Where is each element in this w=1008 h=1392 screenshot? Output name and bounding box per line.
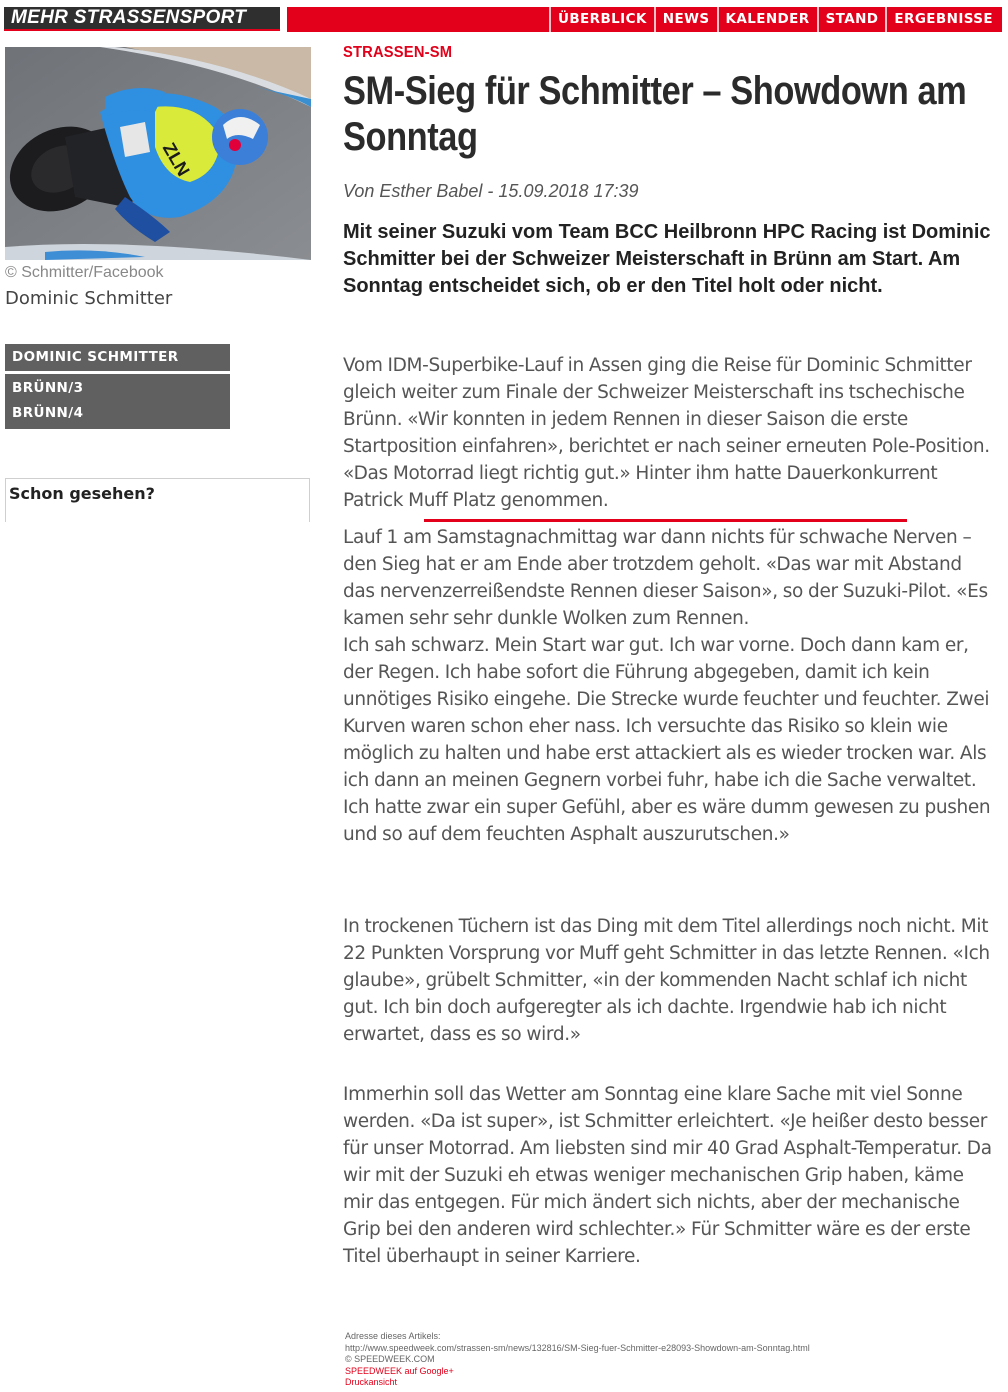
- photo-credit: © Schmitter/Facebook: [5, 264, 164, 281]
- address-label: Adresse dieses Artikels:: [345, 1331, 441, 1341]
- article-byline: Von Esther Babel - 15.09.2018 17:39: [343, 181, 639, 201]
- nav-item-ergebnisse[interactable]: ERGEBNISSE: [885, 7, 998, 32]
- main-nav: [549, 7, 998, 32]
- paragraph-text: Lauf 1 am Samstagnachmittag war dann nichts für schwache Nerven – den Sieg hat er am Ende aber trotzdem geholt. «Das war mit Abstand das nervenzerreißendste Rennen dieser Saison», so der Suzuki-Pilot. «Es kamen sehr sehr dunkle Wolken zum Rennen.: [343, 527, 988, 629]
- article-paragraph-1: [343, 352, 993, 514]
- article-headline: SM-Sieg für Schmitter – Showdown am Sonntag: [343, 69, 967, 159]
- tag-group-events: [5, 374, 230, 429]
- tag-dominic-schmitter[interactable]: DOMINIC SCHMITTER: [12, 349, 179, 365]
- tag-group-person: [5, 344, 230, 371]
- google-plus-link[interactable]: SPEEDWEEK auf Google+: [345, 1365, 454, 1376]
- red-divider: [424, 519, 907, 522]
- article-url[interactable]: http://www.speedweek.com/strassen-sm/news/132816/SM-Sieg-fuer-Schmitter-e28093-Showdown-am-Sonntag.html: [345, 1342, 810, 1353]
- motorcycle-rider-image: [5, 47, 311, 260]
- copyright: © SPEEDWEEK.COM: [345, 1354, 435, 1364]
- nav-item-ueberblick[interactable]: ÜBERBLICK: [549, 7, 654, 32]
- paragraph-text: Ich sah schwarz. Mein Start war gut. Ich war vorne. Doch dann kam er, der Regen. Ich habe sofort die Führung abgegeben, damit ich kein unnötiges Risiko eingehe. Die Strecke wurde feuchter und feuchter. Zwei Kurven waren schon eher nass. Ich versuchte das Risiko so klein wie möglich zu halten und habe erst attackiert als es wieder trocken war. Als ich dann an meinen Gegnern vorbei fuhr, habe ich die Sache verwaltet. Ich hatte zwar ein super Gefühl, aber es wäre dumm gewesen zu pushen und so auf dem feuchten Asphalt auszurutschen.»: [343, 635, 991, 845]
- schon-gesehen-box: [5, 478, 310, 522]
- article-header: [343, 44, 993, 300]
- nav-item-kalender[interactable]: KALENDER: [717, 7, 817, 32]
- article-paragraph-2: [343, 524, 993, 848]
- article-category[interactable]: STRASSEN-SM: [343, 44, 453, 61]
- photo-caption: Dominic Schmitter: [5, 288, 173, 309]
- nav-item-stand[interactable]: STAND: [817, 7, 886, 32]
- top-navigation-bar: [4, 7, 1002, 32]
- svg-text:ZLN: ZLN: [158, 139, 194, 180]
- section-brand-label[interactable]: MEHR STRASSENSPORT: [4, 7, 280, 31]
- article-lead: Mit seiner Suzuki vom Team BCC Heilbronn HPC Racing ist Dominic Schmitter bei der Schweizer Meisterschaft in Brünn am Start. Am Sonntag entscheidet sich, ob er den Titel holt oder nicht.: [343, 221, 991, 297]
- tag-bruenn-4[interactable]: BRÜNN/4: [12, 405, 84, 421]
- tag-bruenn-3[interactable]: BRÜNN/3: [12, 380, 84, 396]
- nav-item-news[interactable]: NEWS: [654, 7, 717, 32]
- article-paragraph-4: [343, 1081, 993, 1270]
- print-view-link[interactable]: Druckansicht: [345, 1377, 398, 1387]
- article-footer: [345, 1331, 810, 1389]
- paragraph-text: Immerhin soll das Wetter am Sonntag eine klare Sache mit viel Sonne werden. «Da ist super», ist Schmitter erleichtert. «Je heißer desto besser für unser Motorrad. Am liebsten sind mir 40 Grad Asphalt-Temperatur. Da wir mit der Suzuki eh etwas weniger mechanischen Grip haben, käme mir das entgegen. Für mich ändert sich nichts, aber der mechanische Grip bei den anderen wird schlechter.» Für Schmitter wäre es der erste Titel überhaupt in seiner Karriere.: [343, 1084, 992, 1267]
- schon-gesehen-title: Schon gesehen?: [9, 484, 155, 503]
- paragraph-text: In trockenen Tüchern ist das Ding mit dem Titel allerdings noch nicht. Mit 22 Punkten Vorsprung vor Muff geht Schmitter in das letzte Rennen. «Ich glaube», grübelt Schmitter, «in der kommenden Nacht schlaf ich nicht gut. Ich bin doch aufgeregter als ich dachte. Irgendwie hab ich nicht erwartet, dass es so wird.»: [343, 916, 990, 1045]
- paragraph-text: Vom IDM-Superbike-Lauf in Assen ging die Reise für Dominic Schmitter gleich weiter zum Finale der Schweizer Meisterschaft ins tschechische Brünn. «Wir konnten in jedem Rennen in dieser Saison die erste Startposition einfahren», berichtet er nach seiner erneuten Pole-Position. «Das Motorrad liegt richtig gut.» Hinter ihm hatte Dauerkonkurrent Patrick Muff Platz genommen.: [343, 355, 990, 511]
- article-paragraph-3: [343, 913, 993, 1048]
- article-photo: [5, 47, 311, 260]
- related-tags: [5, 344, 230, 432]
